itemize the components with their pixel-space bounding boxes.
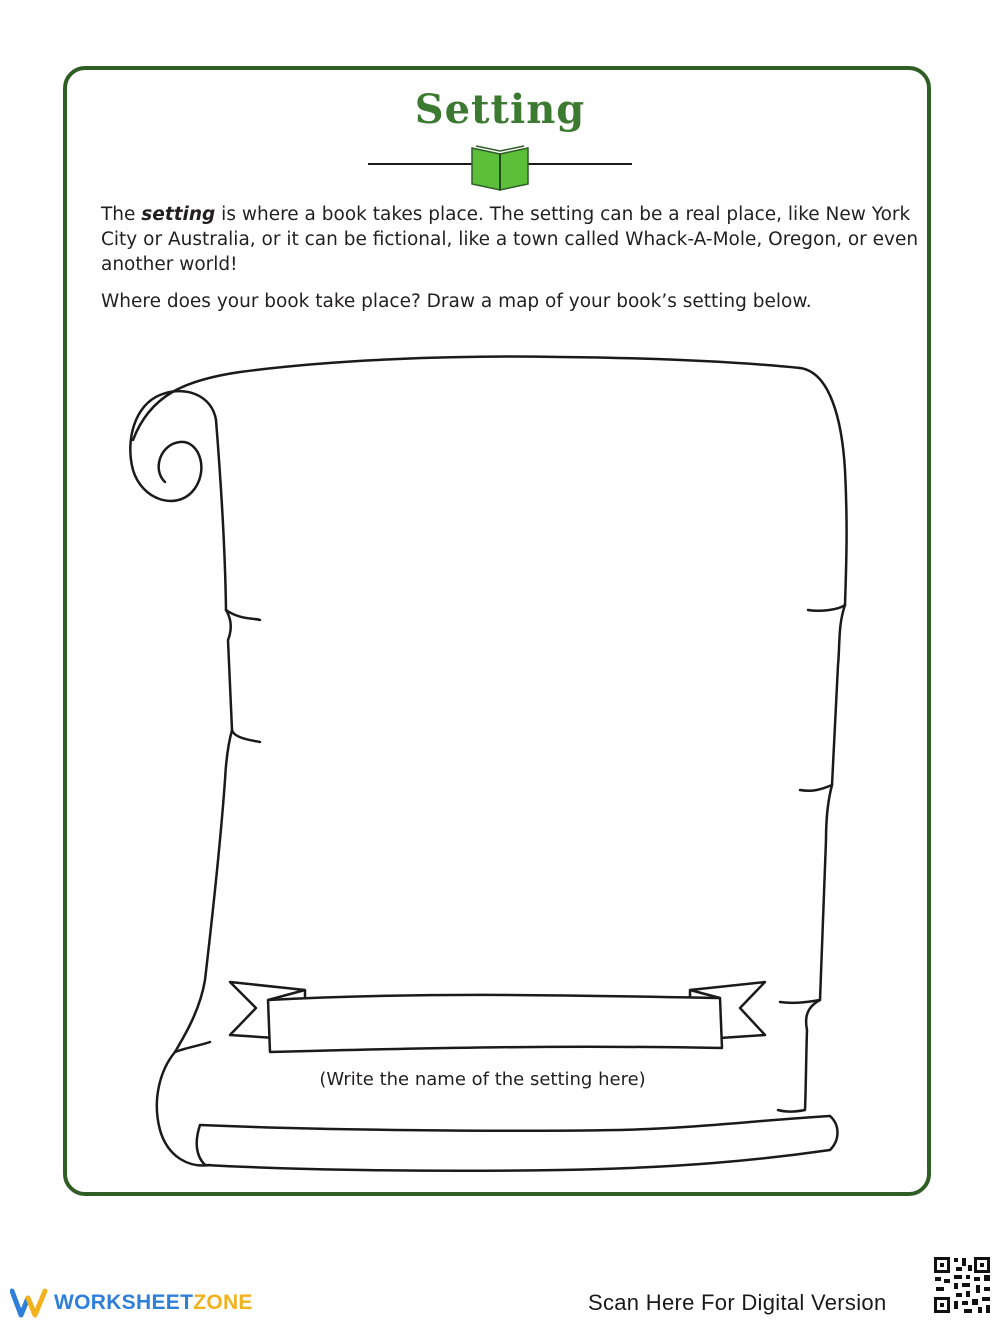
scan-instruction: Scan Here For Digital Version <box>588 1290 887 1315</box>
setting-term: setting <box>141 204 216 225</box>
qr-code[interactable] <box>932 1255 992 1315</box>
brand-logo <box>10 1288 253 1318</box>
intro-paragraph: The setting is where a book takes place. The setting can be a real place, like New York City or Australia, or it can be fictional, like a town called Whack-A-Mole, Oregon, or even another world! <box>101 204 919 275</box>
ribbon-banner <box>230 982 765 1052</box>
brand-name: WORKSHEETZONE <box>54 1291 253 1314</box>
setting-name-caption: (Write the name of the setting here) <box>319 1069 646 1090</box>
prompt-text: Where does your book take place? Draw a map of your book’s setting below. <box>101 291 812 312</box>
worksheetzone-logo-icon <box>10 1288 48 1318</box>
page-title: Setting <box>414 86 586 133</box>
